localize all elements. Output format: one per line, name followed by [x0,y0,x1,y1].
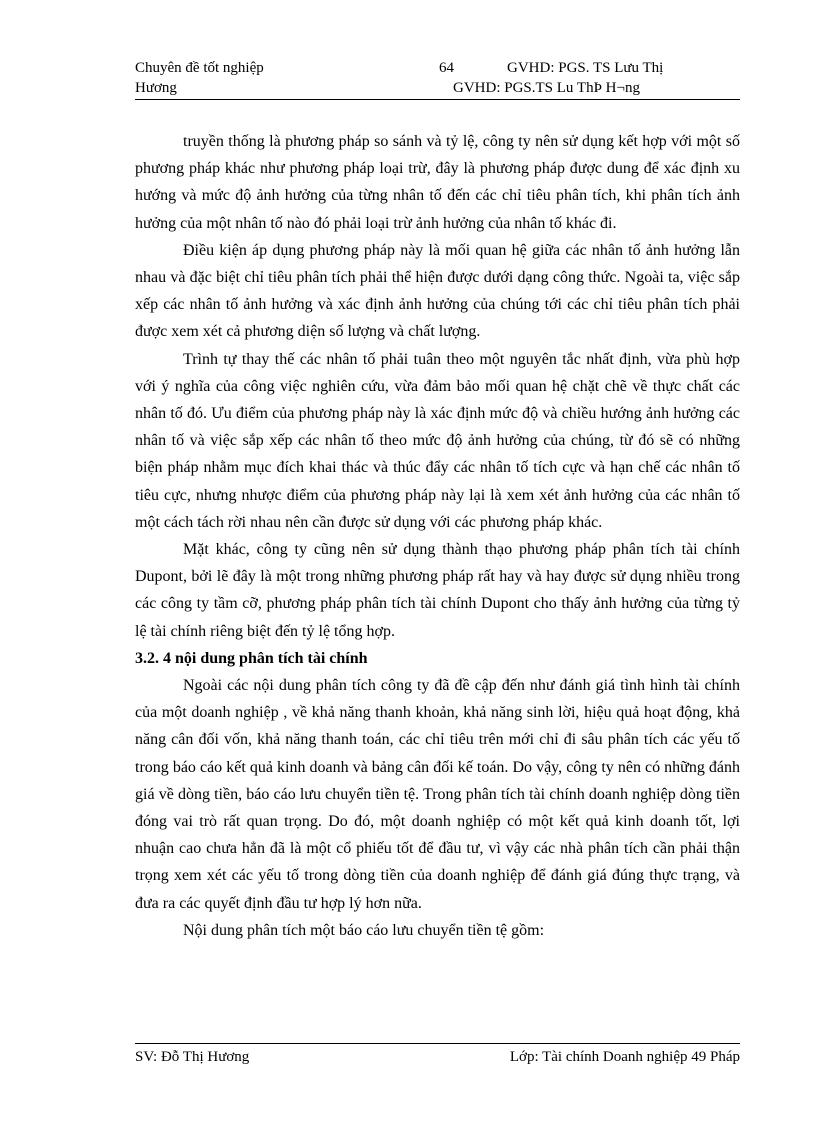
paragraph-6: Nội dung phân tích một báo cáo lưu chuyển tiền tệ gồm: [183,921,545,939]
header-page-number: 64 [439,60,454,76]
header-divider [135,99,740,100]
paragraph-3: Trình tự thay thế các nhân tố phải tuân theo một nguyên tắc nhất định, vừa phù hợp với ý nghĩa của công việc nghiên cứu, vừa đảm bảo mối quan hệ chặt chẽ về thực chất các nhân tố đó. Ưu điểm của phương pháp này là xác định mức độ và chiều hướng ảnh hưởng các nhân tố và việc sắp xếp các nhân tố theo mức độ ảnh hưởng của chúng, từ đó sẽ có những biện pháp nhằm mục đích khai thác và thúc đẩy các nhân tố tích cực và hạn chế các nhân tố tiêu cực, nhưng nhược điểm của phương pháp này lại là xem xét ảnh hưởng của các nhân tố một cách tách rời nhau nên cần được sử dụng với các phương pháp khác. [135,350,740,531]
paragraph-4: Mặt khác, công ty cũng nên sử dụng thành thạo phương pháp phân tích tài chính Dupont, bởi lẽ đây là một trong những phương pháp rất hay và hay được sử dụng nhiều trong các công ty tầm cỡ, phương pháp phân tích tài chính Dupont cho thấy ảnh hưởng của từng tỷ lệ tài chính riêng biệt đến tỷ lệ tổng hợp. [135,541,740,640]
header-supervisor-line2: GVHD: PGS.TS Lu ThÞ H¬ng [453,80,640,96]
page-body [135,128,740,944]
footer-divider [135,1043,740,1044]
footer-class: Lớp: Tài chính Doanh nghiệp 49 Pháp [509,1049,740,1065]
page-header [135,58,740,100]
section-heading: 3.2. 4 nội dung phân tích tài chính [135,649,368,667]
header-supervisor-line1: GVHD: PGS. TS Lưu Thị [507,60,664,76]
paragraph-2: Điều kiện áp dụng phương pháp này là mối quan hệ giữa các nhân tố ảnh hưởng lẫn nhau và đặc biệt chỉ tiêu phân tích phải thể hiện được dưới dạng công thức. Ngoài ta, việc sắp xếp các nhân tố ảnh hưởng và xác định ảnh hưởng của chúng tới các chỉ tiêu phân tích phải được xem xét cả phương diện số lượng và chất lượng. [135,241,740,341]
page-footer [135,1047,740,1069]
header-report-title: Chuyên đề tốt nghiệp [135,60,264,76]
paragraph-5: Ngoài các nội dung phân tích công ty đã đề cập đến như đánh giá tình hình tài chính của một doanh nghiệp , về khả năng thanh khoản, khả năng sinh lời, hiệu quả hoạt động, khả năng cân đối vốn, khả năng thanh toán, các chỉ tiêu trên mới chỉ đi sâu phân tích các yếu tố trong báo cáo kết quả kinh doanh và bảng cân đối kế toán. Do vậy, công ty nên có những đánh giá về dòng tiền, báo cáo lưu chuyển tiền tệ. Trong phân tích tài chính doanh nghiệp dòng tiền đóng vai trò rất quan trọng. Do đó, một doanh nghiệp có một kết quả kinh doanh tốt, lợi nhuận cao chưa hẳn đã là một cổ phiếu tốt để đầu tư, vì vậy các nhà phân tích cần phải thận trọng xem xét các yếu tố trong dòng tiền của doanh nghiệp để đánh giá đúng thực trạng, và đưa ra các quyết định đầu tư hợp lý hơn nữa. [135,677,740,912]
paragraph-1: truyền thống là phương pháp so sánh và tỷ lệ, công ty nên sử dụng kết hợp với một số phương pháp khác như phương pháp loại trừ, đây là phương pháp được dung để xác định xu hướng và mức độ ảnh hưởng của từng nhân tố đến các chỉ tiêu phân tích, khi phân tích ảnh hưởng của một nhân tố nào đó phải loại trừ ảnh hưởng của nhân tố khác đi. [135,133,740,232]
footer-student: SV: Đỗ Thị Hương [135,1049,250,1065]
header-report-title-cont: Hương [135,80,177,96]
